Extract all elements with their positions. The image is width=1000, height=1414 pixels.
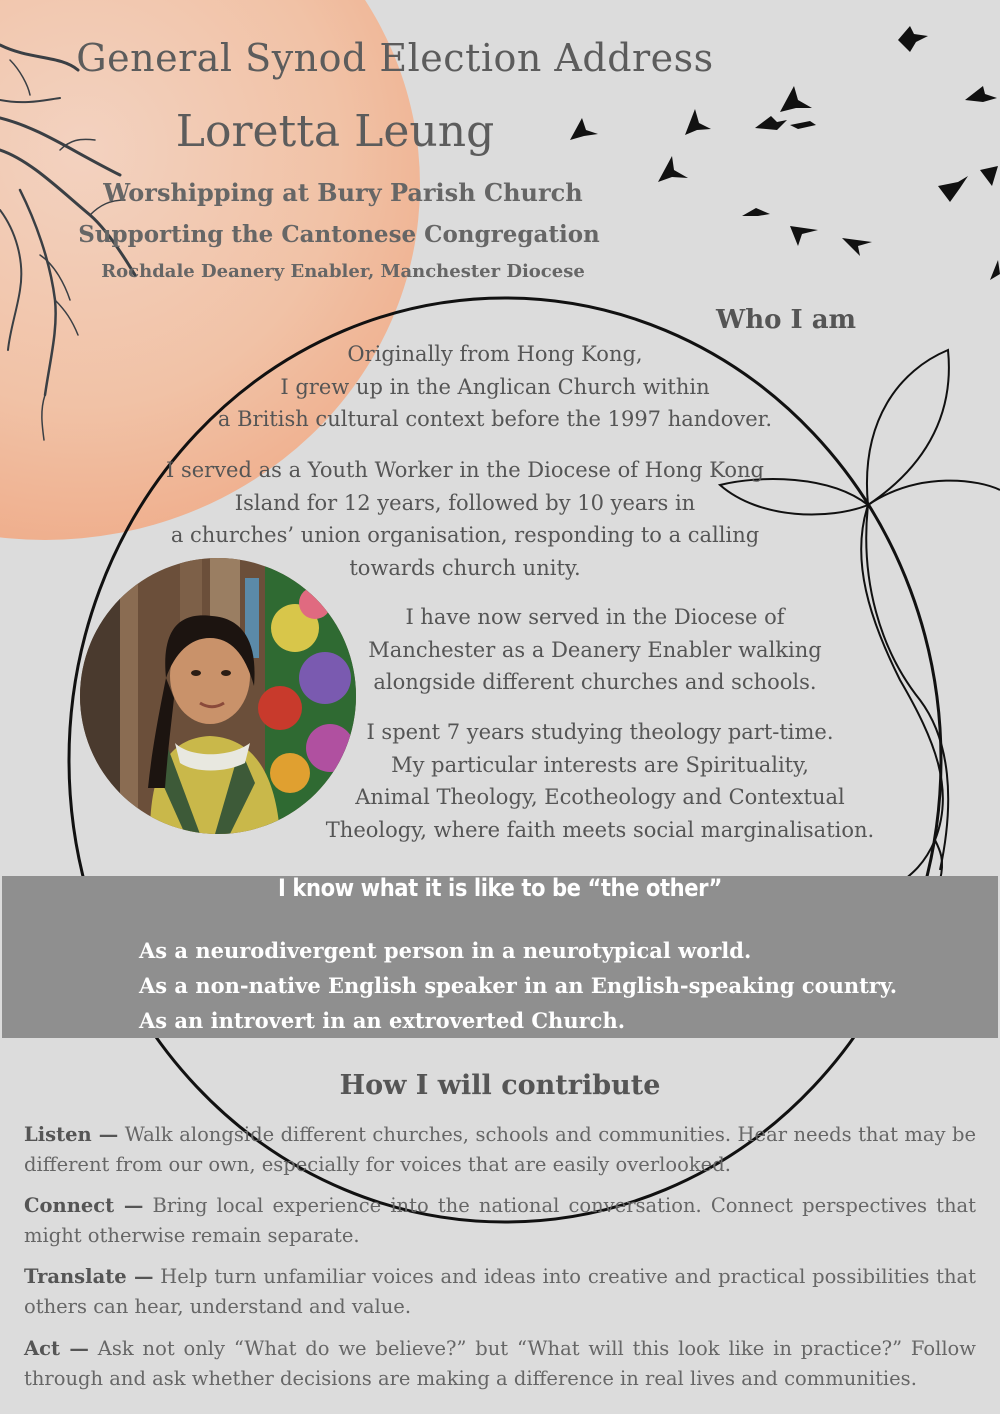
- contribute-term: Connect —: [24, 1194, 144, 1217]
- bio-line: Originally from Hong Kong,: [347, 342, 643, 366]
- candidate-name: Loretta Leung: [175, 106, 495, 157]
- contribute-term: Listen —: [24, 1123, 119, 1146]
- contribute-item-act: [24, 1334, 976, 1394]
- bio-line: I grew up in the Anglican Church within: [280, 374, 710, 399]
- bio-paragraph-theology: [310, 716, 890, 846]
- contribute-term: Act —: [24, 1337, 89, 1360]
- contribute-item-translate: [24, 1262, 976, 1322]
- who-i-am-heading: Who I am: [716, 305, 857, 335]
- list-item: As an introvert in an extroverted Church.: [139, 1008, 626, 1033]
- bio-line: Theology, where faith meets social marginalisation.: [325, 817, 875, 842]
- candidate-portrait-photo: [80, 558, 356, 834]
- bio-line: a churches’ union organisation, responding to a calling: [170, 523, 760, 547]
- contribute-text: Bring local experience into the national conversation. Connect perspectives that might otherwise remain separate.: [24, 1194, 977, 1247]
- contribute-heading: How I will contribute: [339, 1070, 661, 1101]
- bio-line: a British cultural context before the 1997 handover.: [217, 407, 773, 431]
- bio-line: alongside different churches and schools.: [373, 670, 817, 694]
- document-title: General Synod Election Address: [76, 36, 714, 80]
- bio-line: I have now served in the Diocese of: [405, 605, 785, 629]
- the-other-list: [139, 933, 897, 1038]
- bio-line: I served as a Youth Worker in the Diocese of Hong Kong: [165, 458, 765, 482]
- bio-line: Manchester as a Deanery Enabler walking: [368, 637, 822, 662]
- subtitle-congregation: Supporting the Cantonese Congregation: [78, 221, 600, 248]
- bio-line: Island for 12 years, followed by 10 years in: [234, 490, 696, 515]
- bio-line: I spent 7 years studying theology part-time.: [366, 720, 834, 744]
- subtitle-role: Rochdale Deanery Enabler, Manchester Diocese: [101, 261, 585, 282]
- bio-paragraph-origin: [150, 338, 840, 436]
- bio-paragraph-manchester: [340, 601, 850, 699]
- contribute-item-listen: [24, 1120, 976, 1180]
- bio-line: towards church unity.: [349, 555, 581, 580]
- contribute-term: Translate —: [24, 1265, 154, 1288]
- contribute-text: Walk alongside different churches, schools and communities. Hear needs that may be different from our own, especially for voices that are easily overlooked.: [24, 1123, 977, 1176]
- bio-line: Animal Theology, Ecotheology and Contextual: [355, 785, 845, 809]
- list-item: As a neurodivergent person in a neurotypical world.: [139, 938, 752, 963]
- subtitle-parish: Worshipping at Bury Parish Church: [103, 178, 583, 207]
- contribute-text: Help turn unfamiliar voices and ideas into creative and practical possibilities that others can hear, understand and value.: [24, 1265, 977, 1318]
- list-item: As a non-native English speaker in an English-speaking country.: [139, 973, 898, 998]
- the-other-heading: I know what it is like to be “the other”: [278, 874, 722, 902]
- contribute-text: Ask not only “What do we believe?” but “What will this look like in practice?” Follow through and ask whether decisions are making a difference in real lives and communities.: [24, 1337, 976, 1390]
- contribute-item-connect: [24, 1191, 976, 1251]
- bio-line: My particular interests are Spirituality,: [391, 752, 809, 777]
